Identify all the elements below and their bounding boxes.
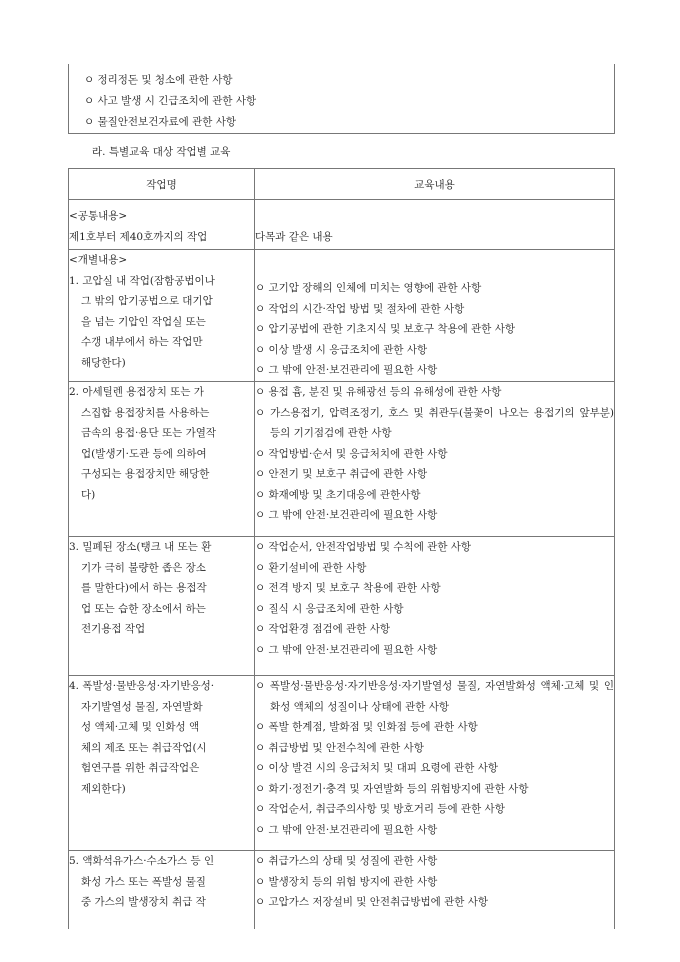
education-table bbox=[68, 168, 615, 929]
list-item: ㅇ 작업순서, 안전작업방법 및 수칙에 관한 사항 bbox=[255, 541, 472, 553]
top-bullet: ㅇ 사고 발생 시 긴급조치에 관한 사항 bbox=[84, 95, 257, 107]
job-line: 다) bbox=[81, 488, 96, 501]
list-item: ㅇ 고압가스 저장설비 및 안전취급방법에 관한 사항 bbox=[255, 896, 489, 908]
table-row bbox=[69, 250, 615, 382]
list-item: ㅇ 작업의 시간·작업 방법 및 절차에 관한 사항 bbox=[255, 302, 465, 315]
header-content: 교육내용 bbox=[255, 169, 615, 200]
list-item: ㅇ 작업환경 점검에 관한 사항 bbox=[255, 623, 391, 635]
job-line: 4. 폭발성·물반응성·자기반응성· bbox=[69, 680, 215, 692]
list-item: ㅇ 발생장치 등의 위험 방지에 관한 사항 bbox=[255, 875, 438, 888]
list-item: ㅇ 폭발성·물반응성·자기반응성·자기발열성 물질, 자연발화성 액체·고체 및 인화성 액체의 성질이나 상태에 관한 사항 bbox=[255, 680, 614, 713]
list-item: ㅇ 환기설비에 관한 사항 bbox=[255, 561, 367, 574]
list-item: ㅇ 그 밖에 안전·보건관리에 필요한 사항 bbox=[255, 823, 438, 836]
job-line: 을 넘는 기압인 작업실 또는 bbox=[81, 315, 206, 328]
job-line: 제외한다) bbox=[81, 782, 126, 795]
job-line: 5. 액화석유가스·수소가스 등 인 bbox=[69, 855, 215, 867]
list-item: ㅇ 화재예방 및 초기대응에 관한사항 bbox=[255, 488, 421, 501]
job-line: 1. 고압실 내 작업(잠함공법이나 bbox=[69, 274, 215, 287]
job-line: 험연구를 위한 취급작업은 bbox=[81, 762, 200, 774]
table-row bbox=[69, 851, 615, 929]
list-item: ㅇ 압기공법에 관한 기초지식 및 보호구 착용에 관한 사항 bbox=[255, 323, 515, 335]
list-item: ㅇ 그 밖에 안전·보건관리에 필요한 사항 bbox=[255, 364, 438, 376]
list-item: ㅇ 작업방법·순서 및 응급처치에 관한 사항 bbox=[255, 447, 448, 460]
job-line: 그 밖의 압기공법으로 대기압 bbox=[81, 295, 213, 307]
table-row bbox=[69, 676, 615, 851]
table-header-row bbox=[69, 169, 615, 200]
list-item: ㅇ 가스용접기, 압력조정기, 호스 및 취관두(불꽃이 나오는 용접기의 앞부분) 등의 기기점검에 관한 사항 bbox=[255, 406, 614, 439]
header-job: 작업명 bbox=[69, 169, 255, 200]
job-line: 해당한다) bbox=[81, 356, 126, 369]
list-item: ㅇ 질식 시 응급조치에 관한 사항 bbox=[255, 602, 404, 615]
job-line: 업 또는 습한 장소에서 하는 bbox=[81, 602, 206, 615]
previous-section-box bbox=[68, 64, 615, 134]
list-item: ㅇ 전격 방지 및 보호구 착용에 관한 사항 bbox=[255, 582, 441, 594]
job-line: 전기용접 작업 bbox=[81, 623, 146, 635]
list-item: ㅇ 이상 발생 시 응급조치에 관한 사항 bbox=[255, 343, 428, 356]
job-line: 성 액체·고체 및 인화성 액 bbox=[81, 721, 200, 733]
job-line: 2. 아세틸렌 용접장치 또는 가 bbox=[69, 386, 204, 398]
job-line: 자기발열성 물질, 자연발화 bbox=[81, 700, 203, 713]
list-item: ㅇ 그 밖에 안전·보건관리에 필요한 사항 bbox=[255, 509, 438, 521]
list-item: ㅇ 용접 흄, 분진 및 유해광선 등의 유해성에 관한 사항 bbox=[255, 386, 502, 398]
list-item: ㅇ 화기·정전기·충격 및 자연발화 등의 위험방지에 관한 사항 bbox=[255, 782, 529, 795]
list-item: ㅇ 폭발 한계점, 발화점 및 인화점 등에 관한 사항 bbox=[255, 721, 478, 733]
job-line: 금속의 용접·용단 또는 가열작 bbox=[81, 427, 217, 439]
job-line: 중 가스의 발생장치 취급 작 bbox=[81, 896, 206, 908]
list-item: ㅇ 그 밖에 안전·보건관리에 필요한 사항 bbox=[255, 643, 438, 656]
table-row bbox=[69, 382, 615, 537]
job-line: 구성되는 용접장치만 해당한 bbox=[81, 468, 210, 480]
job-line: 3. 밀폐된 장소(탱크 내 또는 환 bbox=[69, 541, 212, 553]
job-line: 스집합 용접장치를 사용하는 bbox=[81, 406, 210, 419]
list-item: ㅇ 이상 발견 시의 응급처치 및 대피 요령에 관한 사항 bbox=[255, 762, 499, 774]
section-heading: 라. 특별교육 대상 작업별 교육 bbox=[92, 146, 231, 158]
common-job: 제1호부터 제40호까지의 작업 bbox=[69, 230, 208, 243]
top-bullet: ㅇ 정리정돈 및 청소에 관한 사항 bbox=[84, 74, 233, 86]
list-item: ㅇ 취급방법 및 안전수칙에 관한 사항 bbox=[255, 741, 424, 754]
common-row bbox=[69, 200, 615, 250]
job-line: 업(발생기·도관 등에 의하여 bbox=[81, 447, 207, 460]
job-line: 화성 가스 또는 폭발성 물질 bbox=[81, 875, 206, 888]
list-item: ㅇ 취급가스의 상태 및 성질에 관한 사항 bbox=[255, 855, 438, 867]
common-content: 다목과 같은 내용 bbox=[255, 231, 333, 243]
common-label: <공통내용> bbox=[69, 210, 128, 222]
top-bullet: ㅇ 물질안전보건자료에 관한 사항 bbox=[84, 116, 237, 128]
job-line: 기가 극히 불량한 좁은 장소 bbox=[81, 561, 206, 574]
job-line: 체의 제조 또는 취급작업(시 bbox=[81, 741, 207, 754]
job-line: 를 말한다)에서 하는 용접작 bbox=[81, 582, 207, 594]
table-row bbox=[69, 537, 615, 676]
job-line: 수갱 내부에서 하는 작업만 bbox=[81, 336, 203, 348]
individual-label: <개별내용> bbox=[69, 254, 128, 266]
list-item: ㅇ 고기압 장해의 인체에 미치는 영향에 관한 사항 bbox=[255, 282, 482, 294]
list-item: ㅇ 작업순서, 취급주의사항 및 방호거리 등에 관한 사항 bbox=[255, 803, 505, 815]
list-item: ㅇ 안전기 및 보호구 취급에 관한 사항 bbox=[255, 468, 428, 480]
